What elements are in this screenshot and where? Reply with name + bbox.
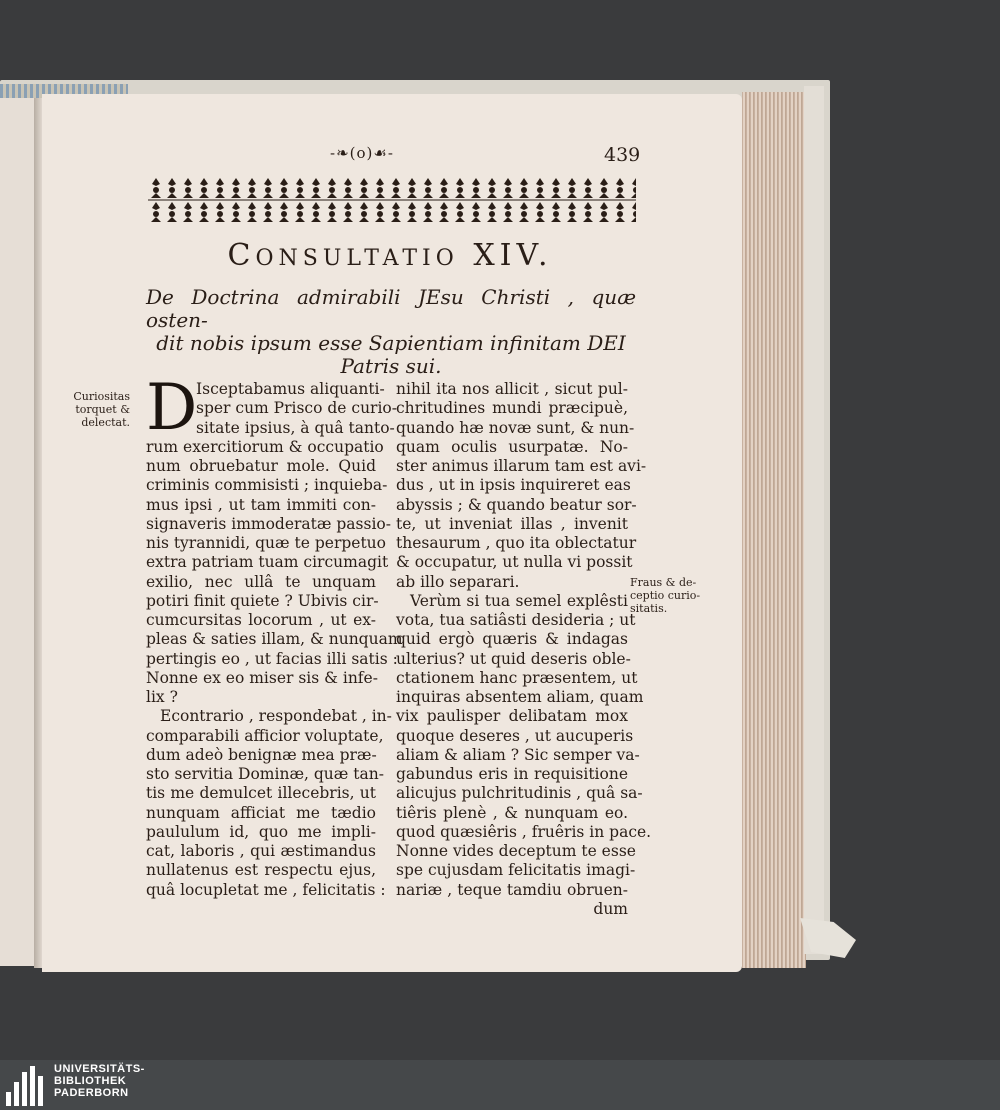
text-line: cumcursitas locorum , ut ex- xyxy=(146,611,376,629)
margin-note-left xyxy=(66,390,130,429)
catchword: dum xyxy=(593,899,628,918)
text-line: quoque deseres , ut aucuperis xyxy=(396,726,634,745)
text-line: nullatenus est respectu ejus, xyxy=(146,861,376,880)
text-line: Nonne vides deceptum te esse xyxy=(396,842,636,860)
drop-cap: D xyxy=(146,371,198,445)
margin-note-right xyxy=(630,576,710,615)
text-line: Econtrario , respondebat , in- xyxy=(160,707,392,726)
cover-edge xyxy=(804,86,824,954)
subtitle-line: dit nobis ipsum esse Sapientiam infinitam DEI xyxy=(156,331,626,355)
text-line: exilio, nec ullâ te unquam xyxy=(146,572,376,591)
margin-note-line: ceptio curio- xyxy=(630,589,701,602)
text-line: sto servitia Dominæ, quæ tan- xyxy=(146,765,384,783)
text-line: extra patriam tuam circumagit xyxy=(146,553,389,572)
text-line: criminis commisisti ; inquieba- xyxy=(146,476,388,495)
subtitle-line: De Doctrina admirabili JEsu Christi , quæ osten- xyxy=(146,285,636,332)
chapter-subtitle xyxy=(146,286,636,378)
library-logo-text[interactable] xyxy=(54,1063,145,1099)
page-stack-edge xyxy=(742,92,806,968)
text-line: signaveris immoderatæ passio- xyxy=(146,514,391,533)
text-line: thesaurum , quo ita oblectatur xyxy=(396,534,637,552)
subtitle-line: Patris sui. xyxy=(340,354,442,378)
text-line: quod quæsiêris , fruêris in pace. xyxy=(396,822,652,841)
text-line: ulterius? ut quid deseris oble- xyxy=(396,649,631,668)
text-line: Nonne ex eo miser sis & infe- xyxy=(146,668,378,687)
logo-line: UNIVERSITÄTS- xyxy=(54,1063,145,1075)
text-line: nariæ , teque tamdiu obruen- xyxy=(396,880,628,899)
margin-note-line: Fraus & de- xyxy=(630,576,697,589)
library-footer-bar xyxy=(0,1060,1000,1110)
chapter-title xyxy=(140,238,640,273)
text-line: vota, tua satiâsti desideria ; ut xyxy=(396,611,636,629)
text-line: aliam & aliam ? Sic semper va- xyxy=(396,745,640,764)
text-line: nunquam afficiat me tædio xyxy=(146,803,376,822)
logo-line: BIBLIOTHEK xyxy=(54,1075,127,1087)
title-numeral: XIV. xyxy=(473,238,553,273)
text-line: sitate ipsius, à quâ tanto- xyxy=(196,418,395,437)
text-line: quando hæ novæ sunt, & nun- xyxy=(396,418,635,437)
text-line: Verùm si tua semel explêsti xyxy=(410,591,628,610)
text-line: comparabili afficior voluptate, xyxy=(146,726,384,745)
text-line: vix paulisper delibatam mox xyxy=(396,707,628,726)
text-line: tiêris plenè , & nunquam eo. xyxy=(396,803,628,822)
text-line: potiri finit quiete ? Ubivis cir- xyxy=(146,591,379,610)
text-line: inquiras absentem aliam, quam xyxy=(396,688,644,706)
text-line: Isceptabamus aliquanti- xyxy=(196,380,385,398)
text-line: quâ locupletat me , felicitatis : xyxy=(146,880,386,899)
header-ornament: -❧(o)☙- xyxy=(330,144,394,162)
text-column-left xyxy=(146,371,403,900)
text-line: sper cum Prisco de curio- xyxy=(196,399,397,418)
margin-note-line: torquet & xyxy=(75,403,130,416)
text-line: gabundus eris in requisitione xyxy=(396,765,628,783)
text-line: tis me demulcet illecebris, ut xyxy=(146,784,376,803)
text-line: pertingis eo , ut facias illi satis : xyxy=(146,649,398,668)
text-line: ster animus illarum tam est avi- xyxy=(396,457,647,475)
margin-note-line: Curiositas xyxy=(73,390,130,403)
text-line: chritudines mundi præcipuè, xyxy=(396,399,628,418)
text-line: quid ergò quæris & indagas xyxy=(396,630,628,649)
text-line: abyssis ; & quando beatur sor- xyxy=(396,495,637,514)
text-line: nihil ita nos allicit , sicut pul- xyxy=(396,380,628,398)
decorative-border-band xyxy=(148,176,636,224)
text-line: rum exercitiorum & occupatio xyxy=(146,437,384,456)
left-page-edge xyxy=(0,98,38,966)
text-line: ab illo separari. xyxy=(396,572,520,591)
text-line: lix ? xyxy=(146,688,178,706)
text-line: alicujus pulchritudinis , quâ sa- xyxy=(396,784,643,803)
text-line: dum adeò benignæ mea præ- xyxy=(146,745,377,764)
text-line: nis tyrannidi, quæ te perpetuo xyxy=(146,534,386,552)
library-logo-icon xyxy=(6,1064,46,1106)
logo-line: PADERBORN xyxy=(54,1087,129,1099)
margin-note-line: delectat. xyxy=(81,416,130,429)
title-word: ONSULTATIO xyxy=(255,246,459,271)
text-line: mus ipsi , ut tam immiti con- xyxy=(146,495,376,514)
text-line: spe cujusdam felicitatis imagi- xyxy=(396,861,636,880)
text-line: dus , ut in ipsis inquireret eas xyxy=(396,476,631,495)
text-line: pleas & saties illam, & nunquam xyxy=(146,630,403,649)
text-line: num obruebatur mole. Quid xyxy=(146,457,376,475)
text-line: cat, laboris , qui æstimandus xyxy=(146,842,376,860)
margin-note-line: sitatis. xyxy=(630,602,668,615)
title-initial: C xyxy=(227,238,256,273)
text-line: paululum id, quo me impli- xyxy=(146,822,376,841)
text-line: & occupatur, ut nulla vi possit xyxy=(396,553,633,572)
text-line: te, ut inveniat illas , invenit xyxy=(396,514,628,533)
text-line: quam oculis usurpatæ. No- xyxy=(396,437,628,456)
text-line: ctationem hanc præsentem, ut xyxy=(396,668,638,687)
page-number: 439 xyxy=(604,144,641,166)
